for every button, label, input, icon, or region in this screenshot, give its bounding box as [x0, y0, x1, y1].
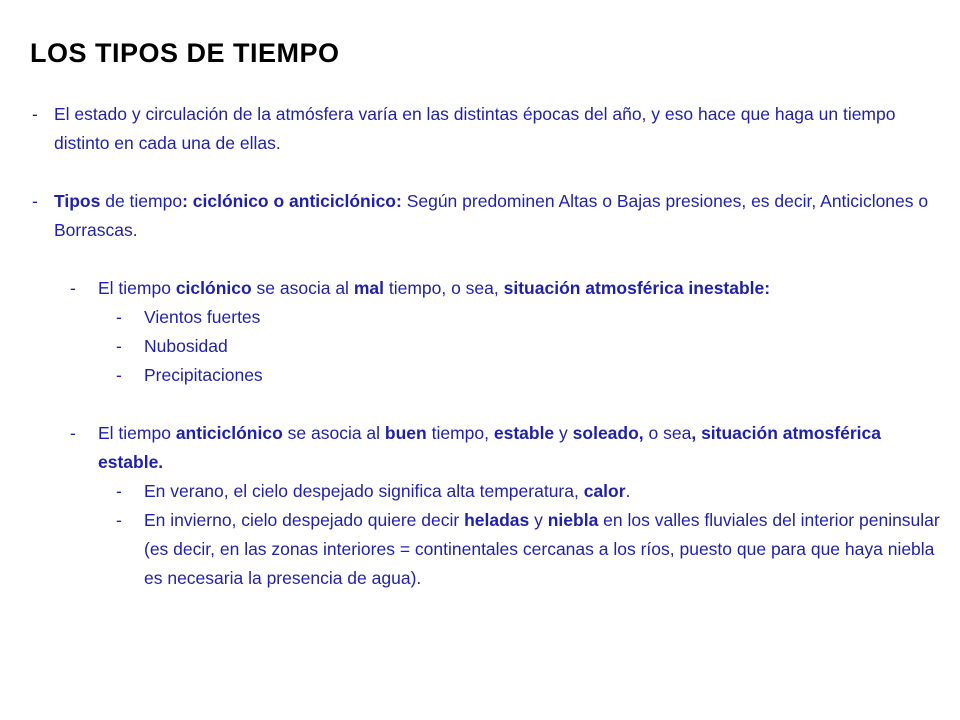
bullet-estado-circulacion [30, 100, 940, 158]
text: El tiempo [98, 278, 176, 298]
bold-text: Tipos [54, 191, 101, 211]
bold-text: : ciclónico o anticiclónico: [182, 191, 402, 211]
text: y [554, 423, 573, 443]
bullet-dash: - [116, 365, 122, 385]
sub-bullet-vientos [30, 303, 940, 332]
text: . [625, 481, 631, 501]
bullet-dash: - [32, 191, 38, 211]
list-item-text: Precipitaciones [144, 365, 263, 385]
list-item-text: Nubosidad [144, 336, 228, 356]
text: El tiempo [98, 423, 176, 443]
bullet-dash: - [70, 278, 76, 298]
bullet-dash: - [116, 336, 122, 356]
bold-text: ciclónico [175, 278, 252, 298]
bullet-dash: - [32, 104, 38, 124]
sub-bullet-invierno [30, 506, 940, 593]
bullet-tipos-de-tiempo [30, 187, 940, 245]
slide-body [30, 100, 940, 593]
bullet-dash: - [116, 307, 122, 327]
text: tiempo, o sea, [383, 278, 504, 298]
bold-text: , situación atmosférica estable. [98, 423, 881, 472]
text: se asocia al [282, 423, 385, 443]
bold-text: heladas [464, 510, 530, 530]
bullet-text: El estado y circulación de la atmósfera varía en las distintas épocas del año, y eso hace que haga un tiempo distinto en cada una de ellas. [54, 104, 896, 153]
text: tiempo, [426, 423, 494, 443]
text: En verano, el cielo despejado significa alta temperatura, [144, 481, 584, 501]
bold-text: buen [384, 423, 427, 443]
text: en los valles fluviales del interior peninsular (es decir, en las zonas interiores = continentales cercanas a los ríos, puesto que para que haya niebla es necesaria la presencia de agua). [144, 510, 940, 588]
sub-bullet-nubosidad [30, 332, 940, 361]
text: o sea [643, 423, 692, 443]
bullet-dash: - [70, 423, 76, 443]
bullet-tiempo-anticiclonico [30, 419, 940, 477]
sub-bullet-precipitaciones [30, 361, 940, 390]
text: de tiempo [100, 191, 183, 211]
list-item-text: Vientos fuertes [144, 307, 261, 327]
bold-text: situación atmosférica inestable: [503, 278, 771, 298]
bold-text: niebla [547, 510, 599, 530]
text: se asocia al [251, 278, 354, 298]
bold-text: anticiclónico [175, 423, 283, 443]
bullet-dash: - [116, 510, 122, 530]
bold-text: soleado, [572, 423, 644, 443]
bullet-tiempo-ciclonico [30, 274, 940, 303]
bold-text: calor [583, 481, 626, 501]
page-title: LOS TIPOS DE TIEMPO [30, 38, 340, 68]
sub-bullet-verano [30, 477, 940, 506]
bold-text: estable [493, 423, 555, 443]
text: y [529, 510, 548, 530]
bullet-dash: - [116, 481, 122, 501]
bold-text: mal [353, 278, 384, 298]
text: Según predominen Altas o Bajas presiones, es decir, Anticiclones o Borrascas. [54, 191, 929, 240]
text: En invierno, cielo despejado quiere decir [144, 510, 465, 530]
